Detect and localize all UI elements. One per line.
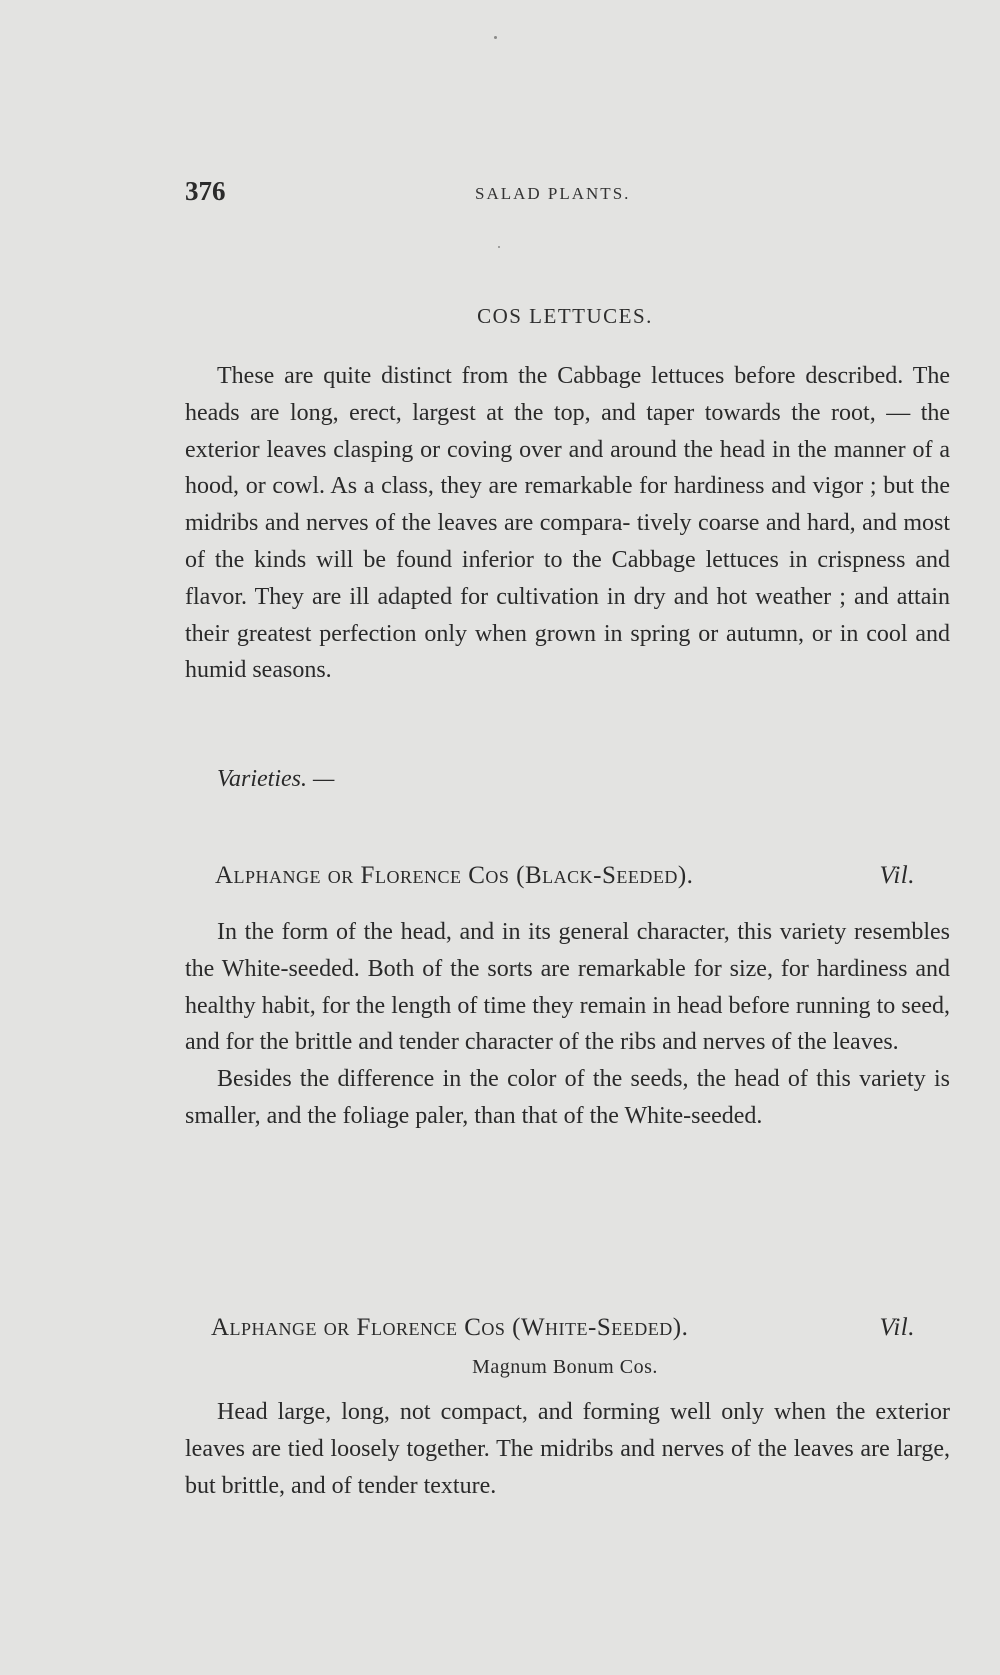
text-line: described. The heads are long, erect, largest at the top, and [185, 363, 951, 426]
entry-body-black-seeded [185, 914, 950, 1135]
text-line: variety resembles the White-seeded. Both of the sorts are [185, 919, 951, 982]
text-line: the White-seeded. [589, 1102, 763, 1129]
entry-heading-text: Alphange or Florence Cos (White-Seeded). [211, 1314, 689, 1341]
varieties-label: Varieties. — [217, 766, 335, 792]
entry-heading-text: Alphange or Florence Cos (Black-Seeded). [215, 862, 694, 889]
entry-heading-white-seeded [211, 1314, 915, 1342]
text-line: attain their greatest perfection only when grown in spring or [185, 583, 951, 647]
text-line: tively coarse and hard, and most of the kinds will be found [185, 510, 951, 573]
paragraph [185, 914, 950, 1061]
section-title: COS LETTUCES. [477, 304, 653, 328]
print-speck [498, 246, 500, 248]
text-line: inferior to the Cabbage lettuces in crispness and flavor. They [185, 546, 950, 610]
running-head [185, 176, 950, 212]
text-line: length of time they remain in head before running to seed, [391, 992, 951, 1019]
text-line: and nerves of the leaves are large, but brittle, and of tender [185, 1435, 950, 1499]
text-line: remarkable for size, for hardiness and healthy habit, for the [185, 955, 950, 1019]
entry-synonym: Magnum Bonum Cos. [472, 1356, 658, 1378]
text-line: In the form of the head, and in its general character, this [217, 919, 773, 945]
text-line: of the leaves. [771, 1029, 899, 1056]
text-line: autumn, or in cool and humid seasons. [185, 620, 951, 684]
text-line: are ill adapted for cultivation in dry and hot weather ; and [312, 583, 889, 610]
running-title: SALAD PLANTS. [475, 184, 631, 203]
text-line: or cowl. As a class, they are remarkable for hardiness and [245, 473, 806, 500]
text-line: These are quite distinct from the Cabbage lettuces before [217, 363, 796, 389]
text-line: Besides the difference in the color of the seeds, the head [217, 1066, 780, 1093]
text-line: and for the brittle and tender character of the ribs and nerves [185, 1029, 766, 1056]
text-line: Head large, long, not compact, and forming well only when [217, 1399, 826, 1425]
entry-heading-black-seeded [215, 862, 915, 890]
text-line: vigor ; but the midribs and nerves of the leaves are compara- [185, 473, 950, 537]
intro-paragraph [185, 358, 950, 689]
text-line: coving over and around the head in the manner of a hood, [185, 436, 951, 500]
text-line: texture. [423, 1472, 497, 1499]
page-number: 376 [185, 176, 226, 206]
entry-authority: Vil. [879, 1314, 915, 1341]
paragraph [185, 1061, 950, 1135]
text-line: taper towards the root, — the exterior leaves clasping or [185, 399, 951, 463]
entry-body-white-seeded [185, 1394, 950, 1504]
text-line: the exterior leaves are tied loosely together. The midribs [185, 1399, 951, 1462]
paragraph [185, 1394, 950, 1504]
text-line: of this variety is smaller, and the foliage paler, than that of [185, 1066, 950, 1129]
print-speck [494, 36, 497, 39]
entry-authority: Vil. [879, 862, 915, 889]
